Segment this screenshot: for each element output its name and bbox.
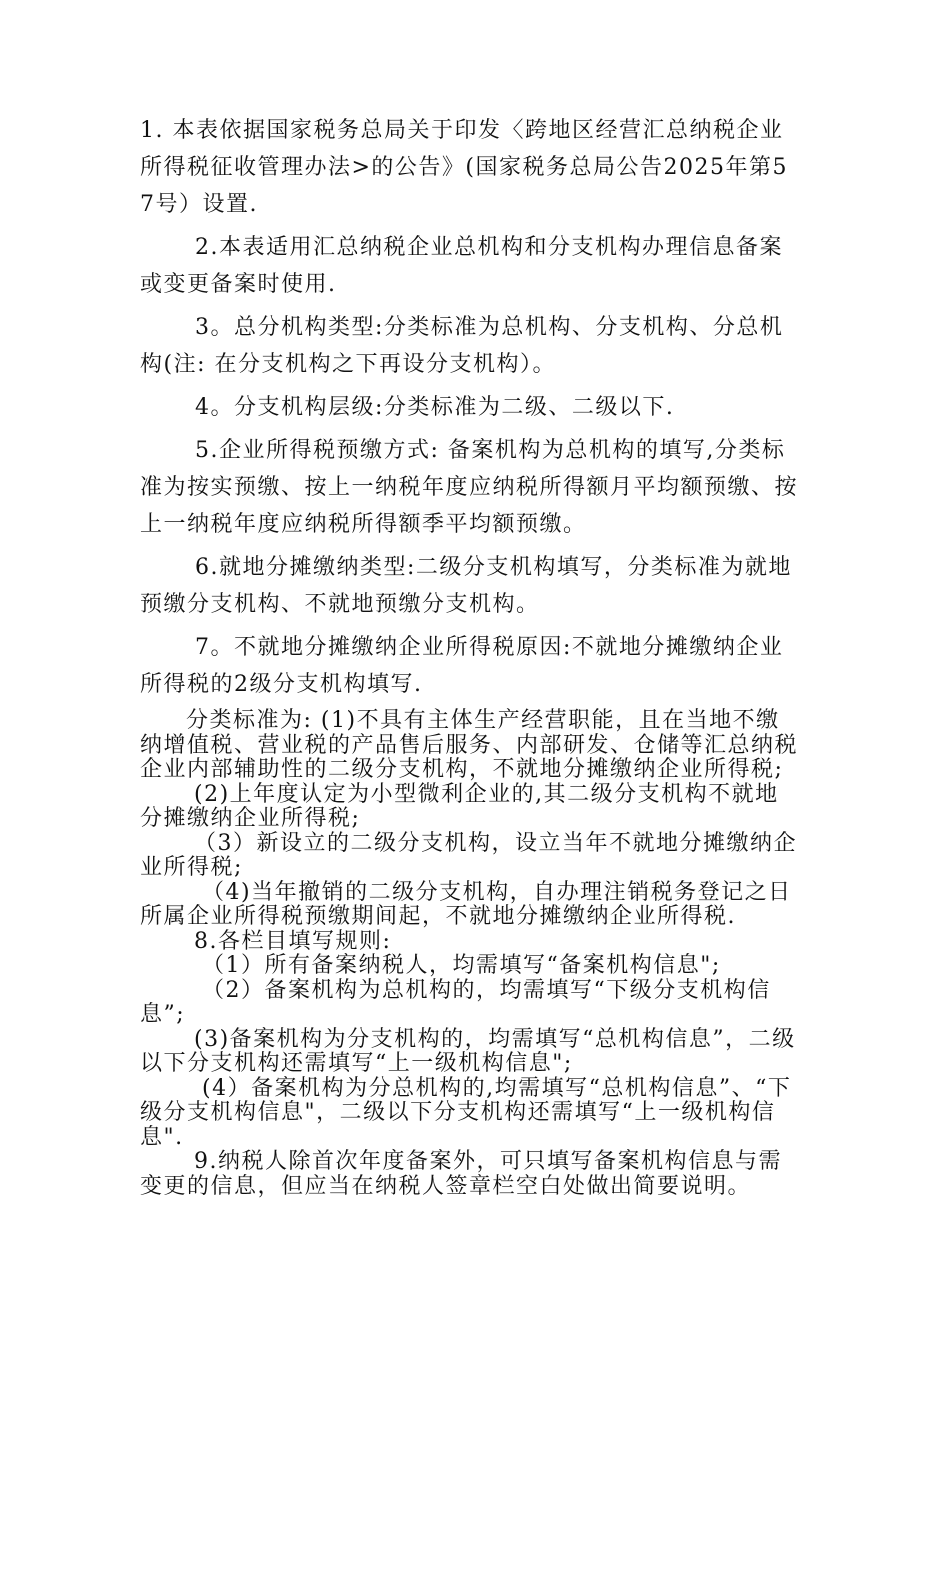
note-6: 6.就地分摊缴纳类型:二级分支机构填写，分类标准为就地预缴分支机构、不就地预缴分支机构。 (140, 555, 792, 617)
note-8-item-1: （1）所有备案纳税人，均需填写“备案机构信息"; (202, 953, 721, 978)
note-7-item-4: （4)当年撤销的二级分支机构，自办理注销税务登记之日所属企业所得税预缴期间起，不就地分摊缴纳企业所得税. (140, 879, 792, 929)
note-2: 2.本表适用汇总纳税企业总机构和分支机构办理信息备案或变更备案时使用. (140, 235, 783, 297)
note-9: 9.纳税人除首次年度备案外，可只填写备案机构信息与需变更的信息，但应当在纳税人签章栏空白处做出简要说明。 (140, 1149, 782, 1199)
note-8-item-4: (4）备案机构为分总机构的,均需填写“总机构信息”、“下级分支机构信息"，二级以下分支机构还需填写“上一级机构信息". (140, 1075, 792, 1150)
note-7-item-3: （3）新设立的二级分支机构，设立当年不就地分摊缴纳企业所得税; (140, 830, 797, 880)
note-5: 5.企业所得税预缴方式: 备案机构为总机构的填写,分类标准为按实预缴、按上一纳税年度应纳税所得额月平均额预缴、按上一纳税年度应纳税所得额季平均额预缴。 (140, 438, 799, 537)
note-7-standard: 分类标准为: (1)不具有主体生产经营职能，且在当地不缴纳增值税、营业税的产品售后服务、内部研发、仓储等汇总纳税企业内部辅助性的二级分支机构，不就地分摊缴纳企业所得税; (140, 708, 799, 782)
notes-body (140, 112, 800, 1199)
note-7: 7。不就地分摊缴纳企业所得税原因:不就地分摊缴纳企业所得税的2级分支机构填写. (140, 635, 784, 697)
note-4: 4。分支机构层级:分类标准为二级、二级以下. (195, 395, 675, 420)
note-8-item-2: （2）备案机构为总机构的，均需填写“下级分支机构信息”; (140, 977, 771, 1027)
note-8: 8.各栏目填写规则: (194, 928, 392, 954)
note-7-item-2: (2)上年度认定为小型微利企业的,其二级分支机构不就地分摊缴纳企业所得税; (140, 781, 779, 831)
note-8-item-3: (3)备案机构为分支机构的，均需填写“总机构信息”，二级以下分支机构还需填写“上一级机构信息"; (140, 1026, 796, 1076)
note-1: 1. 本表依据国家税务总局关于印发〈跨地区经营汇总纳税企业所得税征收管理办法>的公告》(国家税务总局公告2025年第57号）设置. (140, 118, 789, 217)
note-3: 3。总分机构类型:分类标准为总机构、分支机构、分总机构(注: 在分支机构之下再设分支机构）。 (140, 315, 784, 377)
